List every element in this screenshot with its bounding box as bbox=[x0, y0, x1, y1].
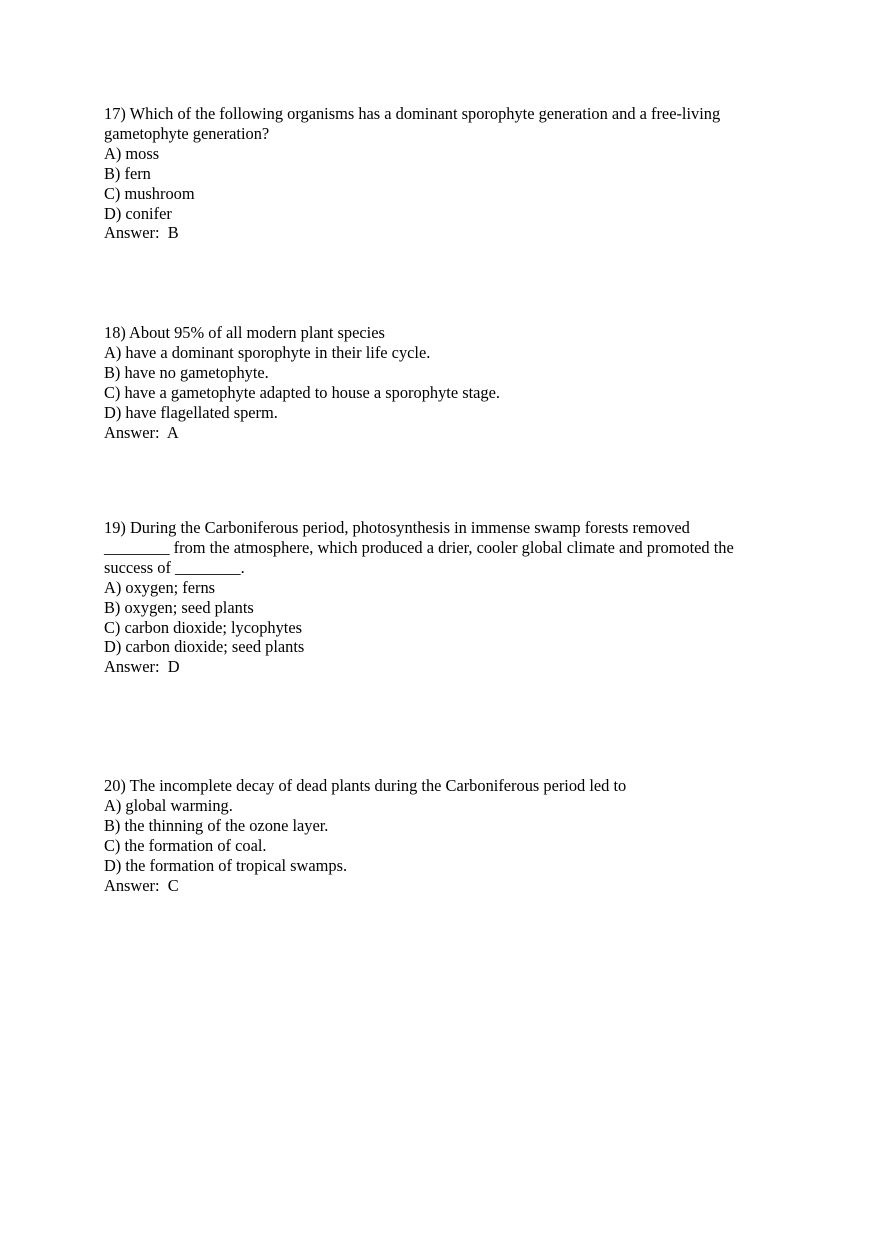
option-c: C) mushroom bbox=[104, 183, 195, 203]
question-19 bbox=[104, 518, 804, 677]
question-18 bbox=[104, 323, 804, 442]
option-c: C) carbon dioxide; lycophytes bbox=[104, 617, 303, 637]
option-c: C) the formation of coal. bbox=[104, 835, 267, 855]
question-stem-line: success of ________. bbox=[104, 557, 245, 577]
option-b: B) have no gametophyte. bbox=[104, 362, 269, 382]
option-d: D) carbon dioxide; seed plants bbox=[104, 637, 305, 657]
question-stem-line: 19) During the Carboniferous period, photosynthesis in immense swamp forests removed bbox=[104, 518, 690, 537]
option-b: B) fern bbox=[104, 163, 151, 183]
option-a: A) moss bbox=[104, 143, 160, 163]
option-b: B) the thinning of the ozone layer. bbox=[104, 815, 329, 835]
option-a: A) global warming. bbox=[104, 795, 233, 815]
question-17 bbox=[104, 104, 804, 243]
question-stem-line: 17) Which of the following organisms has a dominant sporophyte generation and a free-living bbox=[104, 104, 721, 123]
question-20 bbox=[104, 776, 804, 895]
question-stem-line: 20) The incomplete decay of dead plants during the Carboniferous period led to bbox=[104, 776, 627, 795]
answer-line: Answer: A bbox=[104, 422, 179, 442]
option-d: D) the formation of tropical swamps. bbox=[104, 855, 348, 875]
option-c: C) have a gametophyte adapted to house a sporophyte stage. bbox=[104, 382, 500, 402]
question-stem-line: 18) About 95% of all modern plant species bbox=[104, 323, 385, 342]
answer-line: Answer: C bbox=[104, 875, 179, 895]
option-a: A) oxygen; ferns bbox=[104, 577, 216, 597]
option-d: D) have flagellated sperm. bbox=[104, 402, 278, 422]
option-a: A) have a dominant sporophyte in their life cycle. bbox=[104, 342, 431, 362]
question-stem-line: ________ from the atmosphere, which produced a drier, cooler global climate and promoted the bbox=[104, 537, 734, 557]
question-stem-line: gametophyte generation? bbox=[104, 123, 270, 143]
answer-line: Answer: B bbox=[104, 223, 179, 243]
option-b: B) oxygen; seed plants bbox=[104, 597, 254, 617]
answer-line: Answer: D bbox=[104, 657, 180, 677]
option-d: D) conifer bbox=[104, 203, 172, 223]
